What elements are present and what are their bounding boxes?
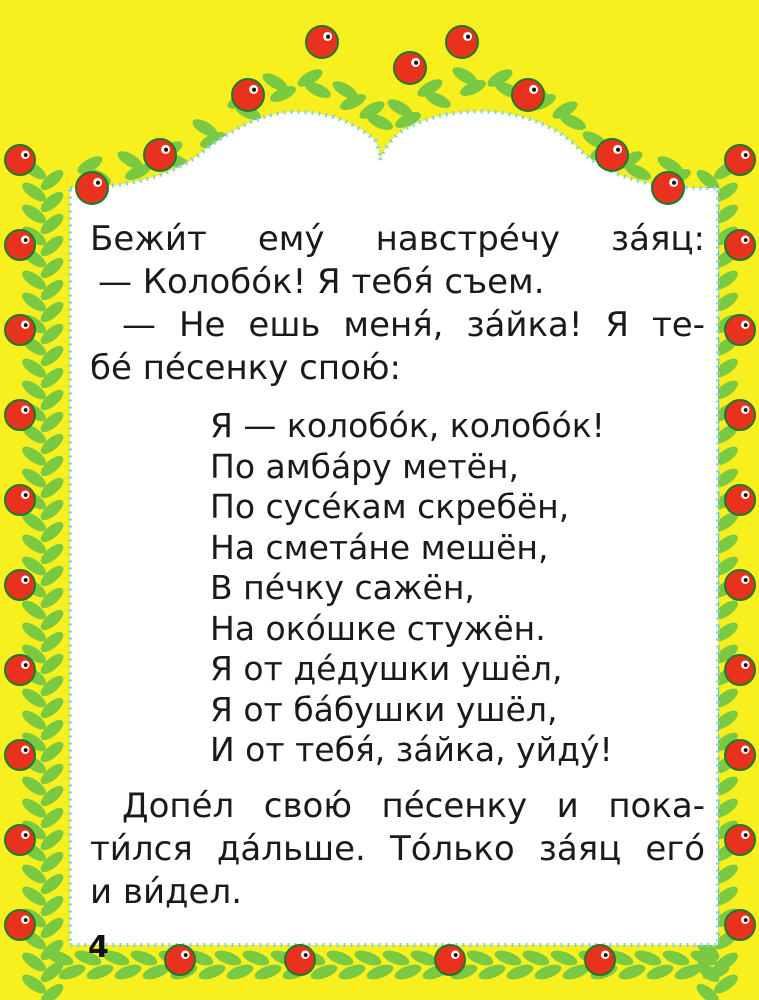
berry-shape [5,655,35,685]
leaf-shape [645,962,675,983]
berry-shape [725,230,755,260]
berry-shape [585,945,615,975]
verse-line: И от тебя́, за́йка, уйду́! [210,730,613,769]
berry-shape [5,910,35,940]
berry-shape [725,570,755,600]
berry-shape [446,26,478,58]
leaf-shape [113,962,143,983]
berry-shape [5,485,35,515]
leaf-shape [393,962,423,983]
berry-shape [5,145,35,175]
text-line: и ви́дел. [90,871,243,912]
berry-shape [725,315,755,345]
verse-line: По сусе́кам скребён, [210,487,570,526]
story-text [90,218,705,914]
berry-shape [76,172,108,204]
berry-shape [725,400,755,430]
berry-shape [394,52,426,84]
berry-shape [5,400,35,430]
berry-shape [5,825,35,855]
text-line: — Колобо́к! Я тебя́ съем. [98,262,545,302]
leaf-shape [477,962,507,983]
leaf-shape [337,962,367,983]
berry-shape [652,172,684,204]
text-line: ти́лся да́льше. То́лько за́яц его́ [90,828,705,869]
berry-shape [512,79,544,111]
leaf-shape [617,962,647,983]
leaf-shape [365,962,395,983]
leaf-shape [533,962,563,983]
song-verse [210,406,705,771]
berry-shape [435,945,465,975]
berry-shape [5,230,35,260]
leaf-shape [197,962,227,983]
verse-line: На смета́не мешён, [210,527,549,567]
berry-shape [725,145,755,175]
berry-shape [725,825,755,855]
berry-shape [596,139,628,171]
verse-line: На око́шке стужён. [210,608,546,648]
paragraph-closing [90,785,705,914]
berry-shape [285,945,315,975]
berry-shape [5,570,35,600]
berry-shape [725,655,755,685]
verse-line: Я — колобо́к, колобо́к! [210,406,605,445]
berry-shape [306,26,338,58]
verse-line: По амба́ру метён, [210,446,519,486]
leaf-shape [253,962,283,983]
leaf-shape [225,962,255,983]
berry-shape [165,945,195,975]
berry-shape [5,315,35,345]
text-line: Бежи́т ему́ навстре́чу за́яц: [90,219,705,259]
berry-shape [725,485,755,515]
berry-shape [144,139,176,171]
berry-shape [725,910,755,940]
text-line: бе́ пе́сенку спою́: [90,348,401,388]
verse-line: Я от ба́бушки ушёл, [210,689,558,729]
verse-line: В пе́чку сажён, [210,568,475,607]
paragraph-intro [90,218,705,390]
verse-line: Я от де́душки ушёл, [210,649,563,688]
page-number: 4 [88,930,109,965]
berry-shape [725,740,755,770]
text-line: — Не ешь меня́, за́йка! Я те- [122,305,705,345]
text-line: Допе́л свою́ пе́сенку и пока- [122,785,705,826]
berry-shape [5,740,35,770]
berry-shape [232,79,264,111]
leaf-shape [505,962,535,983]
